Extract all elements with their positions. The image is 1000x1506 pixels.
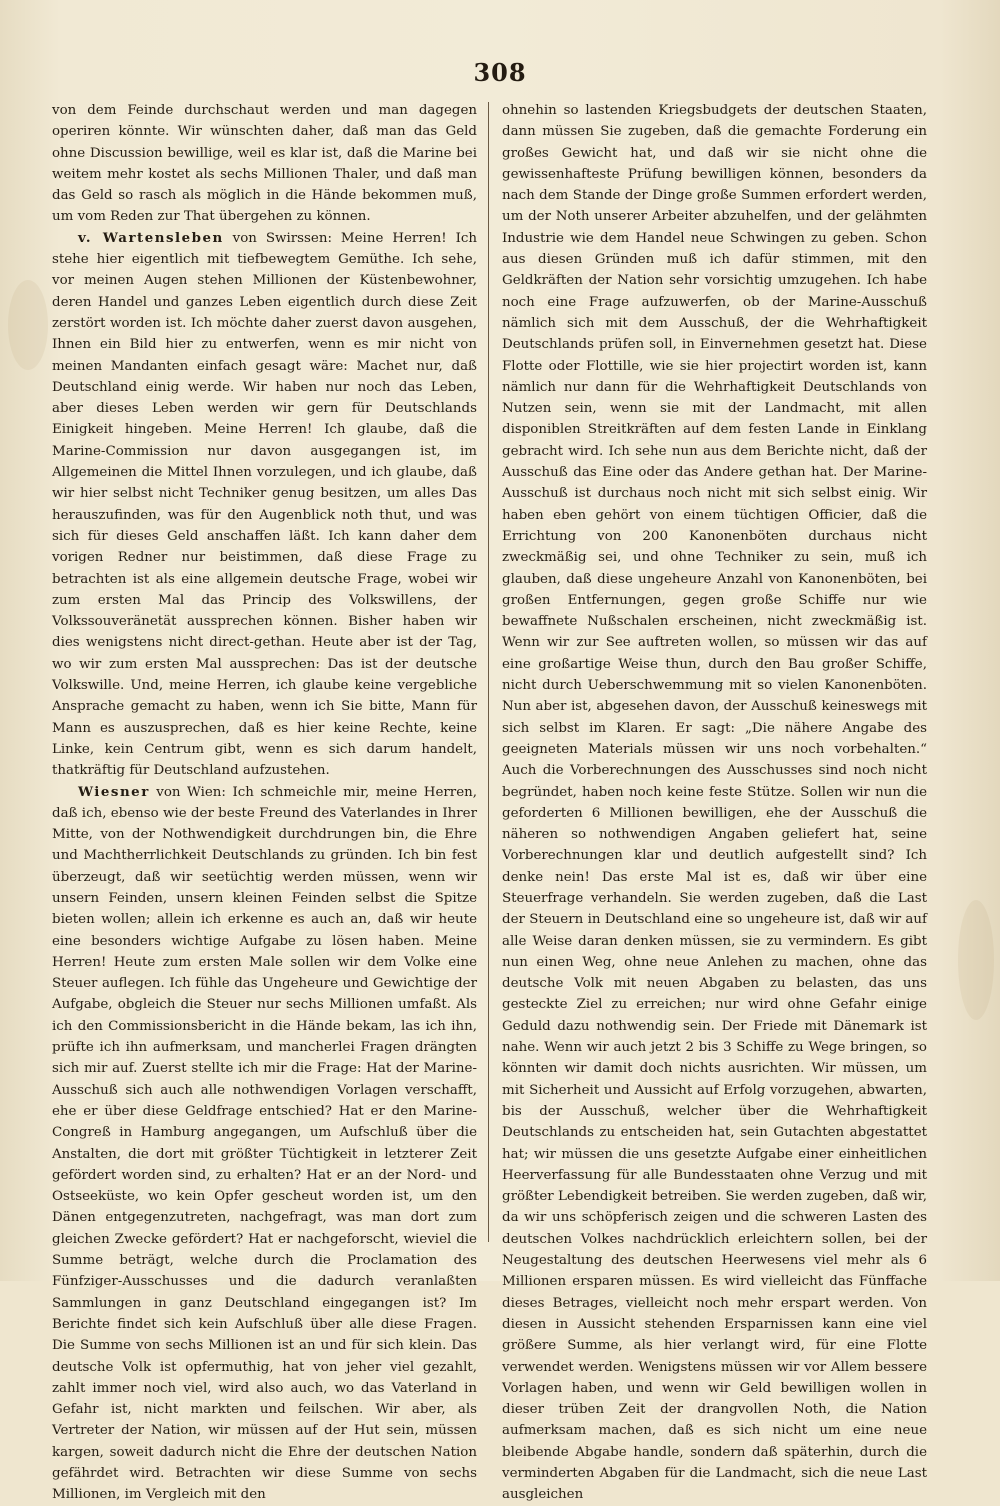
left-column	[52, 100, 477, 1503]
right-column	[502, 100, 927, 1503]
paper-stain	[958, 900, 994, 1020]
paragraph	[52, 228, 477, 782]
paragraph: ohnehin so lastenden Kriegsbudgets der deutschen Staaten, dann müssen Sie zugeben, daß die gemachte Forderung ein großes Gewicht hat, und daß wir sie nicht ohne die gewissenhafteste Prüfung bewilligen können, besonders da nach dem Stande der Dinge große Summen erfordert werden, um der Noth unserer Arbeiter abzuhelfen, und der gelähmten Industrie wie dem Handel neue Schwingen zu geben. Schon aus diesen Gründen muß ich dafür stimmen, mit den Geldkräften der Nation sehr vorsichtig umzugehen. Ich habe noch eine Frage aufzuwerfen, ob der Marine-Ausschuß nämlich sich mit dem Ausschuß, der die Wehrhaftigkeit Deutschlands prüfen soll, in Einvernehmen gesetzt hat. Diese Flotte oder Flottille, wie sie hier projectirt worden ist, kann nämlich nur dann für die Wehrhaftigkeit Deutschlands von Nutzen sein, wenn sie mit der Landmacht, mit allen disponiblen Streitkräften auf dem festen Lande in Einklang gebracht wird. Ich sehe nun aus dem Berichte nicht, daß der Ausschuß das Eine oder das Andere gethan hat. Der Marine-Ausschuß ist durchaus noch nicht mit sich selbst einig. Wir haben eben gehört von einem tüchtigen Officier, daß die Errichtung von 200 Kanonenböten durchaus nicht zweckmäßig sei, und ohne Techniker zu sein, muß ich glauben, daß diese ungeheure Anzahl von Kanonenböten, bei großen Entfernungen, gegen große Schiffe nur wie bewaffnete Nußschalen erscheinen, nicht zweckmäßig ist. Wenn wir zur See auftreten wollen, so müssen wir das auf eine großartige Weise thun, durch den Bau großer Schiffe, nicht durch Ueberschwemmung mit so vielen Kanonenböten. Nun aber ist, abgesehen davon, der Ausschuß keineswegs mit sich selbst im Klaren. Er sagt: „Die nähere Angabe des geeigneten Materials müssen wir uns noch vorbehalten.“ Auch die Vorberechnungen des Ausschusses sind noch nicht begründet, haben noch keine feste Stütze. Sollen wir nun die geforderten 6 Millionen bewilligen, ehe der Ausschuß die näheren so nothwendigen Angaben geliefert hat, seine Vorberechnungen klar und deutlich aufgestellt sind? Ich denke nein! Das erste Mal ist es, daß wir über eine Steuerfrage verhandeln. Sie werden zugeben, daß die Last der Steuern in Deutschland eine so ungeheure ist, daß wir auf alle Weise daran denken müssen, sie zu vermindern. Es gibt nun einen Weg, ohne neue Anlehen zu machen, ohne das deutsche Volk mit neuen Abgaben zu belasten, das uns gesteckte Ziel zu erreichen; nur wird ohne Gefahr einige Geduld dazu nothwendig sein. Der Friede mit Dänemark ist nahe. Wenn wir auch jetzt 2 bis 3 Schiffe zu Wege bringen, so könnten wir damit doch nichts ausrichten. Wir müssen, um mit Sicherheit und Aussicht auf Erfolg vorzugehen, abwarten, bis der Ausschuß, welcher über die Wehrhaftigkeit Deutschlands zu entscheiden hat, sein Gutachten abgestattet hat; wir müssen die uns gesetzte Aufgabe einer einheitlichen Heerverfassung für alle Bundesstaaten ohne Verzug und mit größter Lebendigkeit betreiben. Sie werden zugeben, daß wir, da wir uns schöpferisch zeigen und die schweren Lasten des deutschen Volkes nachdrücklich erleichtern sollen, bei der Neugestaltung des deutschen Heerwesens viel mehr als 6 Millionen ersparen müssen. Es wird vielleicht das Fünffache dieses Betrages, vielleicht noch mehr erspart werden. Von diesen in Aussicht stehenden Ersparnissen kann eine viel größere Summe, als hier verlangt wird, für eine Flotte verwendet werden. Wenigstens müssen wir vor Allem bessere Vorlagen haben, und wenn wir Geld bewilligen wollen in dieser trüben Zeit der drangvollen Noth, die Nation aufmerksam machen, daß es sich nicht um eine neue bleibende Abgabe handle, sondern daß späterhin, durch die verminderten Abgaben für die Landmacht, sich die neue Last ausgleichen	[502, 103, 927, 1503]
paper-stain	[8, 280, 48, 370]
page-number: 308	[473, 58, 527, 87]
speaker-name: Wiesner	[78, 783, 150, 800]
paragraph	[52, 782, 477, 1506]
paragraph: von dem Feinde durchschaut werden und man dagegen operiren könnte. Wir wünschten daher, daß man das Geld ohne Discussion bewillige, weil es klar ist, daß die Marine bei weitem mehr kostet als sechs Millionen Thaler, und daß man das Geld so rasch als möglich in die Hände bekommen muß, um vom Reden zur That übergehen zu können.	[52, 103, 477, 225]
column-divider	[488, 102, 489, 1242]
speaker-name: v. Wartensleben	[78, 229, 224, 246]
speech-text: von Swirssen: Meine Herren! Ich stehe hier eigentlich mit tiefbewegtem Gemüthe. Ich sehe, vor meinen Augen stehen Millionen der Küstenbewohner, deren Handel und ganzes Leben eigentlich durch diese Zeit zerstört worden ist. Ich möchte daher zuerst davon ausgehen, Ihnen ein Bild hier zu entwerfen, wenn es mir nicht von meinen Mandanten einfach gesagt wäre: Machet nur, daß Deutschland einig werde. Wir haben nur noch das Leben, aber dieses Leben werden wir gern für Deutschlands Einigkeit hingeben. Meine Herren! Ich glaube, daß die Marine-Commission nur davon ausgegangen ist, im Allgemeinen die Mittel Ihnen vorzulegen, und ich glaube, daß wir hier selbst nicht Techniker genug besitzen, um alles Das herauszufinden, was für den Augenblick noth thut, und was sich für dieses Geld anschaffen läßt. Ich kann daher dem vorigen Redner nur beistimmen, daß diese Frage zu betrachten ist als eine allgemein deutsche Frage, wobei wir zum ersten Mal das Princip des Volkswillens, der Volkssouveränetät aussprechen können. Bisher haben wir dies wenigstens nicht direct-gethan. Heute aber ist der Tag, wo wir zum ersten Mal aussprechen: Das ist der deutsche Volkswille. Und, meine Herren, ich glaube keine vergebliche Ansprache gemacht zu haben, wenn ich Sie bitte, Mann für Mann es auszusprechen, daß es hier keine Rechte, keine Linke, kein Centrum gibt, wenn es sich darum handelt, thatkräftig für Deutschland aufzustehen.	[52, 230, 477, 779]
speech-text: von Wien: Ich schmeichle mir, meine Herren, daß ich, ebenso wie der beste Freund des Vaterlandes in Ihrer Mitte, von der Nothwendigkeit durchdrungen bin, die Ehre und Machtherrlichkeit Deutschlands zu gründen. Ich bin fest überzeugt, daß wir seetüchtig werden müssen, wenn wir unsern Feinden, unsern kleinen Feinden selbst die Spitze bieten wollen; allein ich erkenne es auch an, daß wir heute eine besonders wichtige Aufgabe zu lösen haben. Meine Herren! Heute zum ersten Male sollen wir dem Volke eine Steuer auflegen. Ich fühle das Ungeheure und Gewichtige der Aufgabe, obgleich die Steuer nur sechs Millionen umfaßt. Als ich den Commissionsbericht in die Hände bekam, las ich ihn, prüfte ich ihn aufmerksam, und mancherlei Fragen drängten sich mir auf. Zuerst stellte ich mir die Frage: Hat der Marine-Ausschuß sich auch alle nothwendigen Vorlagen verschafft, ehe er über diese Geldfrage entschied? Hat er den Marine-Congreß in Hamburg angegangen, um Aufschluß über die Anstalten, die dort mit größter Tüchtigkeit in letzterer Zeit gefördert worden sind, zu erhalten? Hat er an der Nord- und Ostseeküste, wo kein Opfer gescheut worden ist, um den Dänen entgegenzutreten, nachgefragt, was man dort zum gleichen Zwecke gefördert? Hat er nachgeforscht, wieviel die Summe beträgt, welche durch die Proclamation des Fünfziger-Ausschusses und die dadurch veranlaßten Sammlungen in ganz Deutschland eingegangen ist? Im Berichte findet sich kein Aufschluß über alle diese Fragen. Die Summe von sechs Millionen ist an und für sich klein. Das deutsche Volk ist opfermuthig, hat von jeher viel gezahlt, zahlt immer noch viel, wird also auch, wo das Vaterland in Gefahr ist, nicht markten und feilschen. Wir aber, als Vertreter der Nation, wir müssen auf der Hut sein, müssen kargen, soweit dadurch nicht die Ehre der deutschen Nation gefährdet wird. Betrachten wir diese Summe von sechs Millionen, im Vergleich mit den	[52, 784, 477, 1503]
